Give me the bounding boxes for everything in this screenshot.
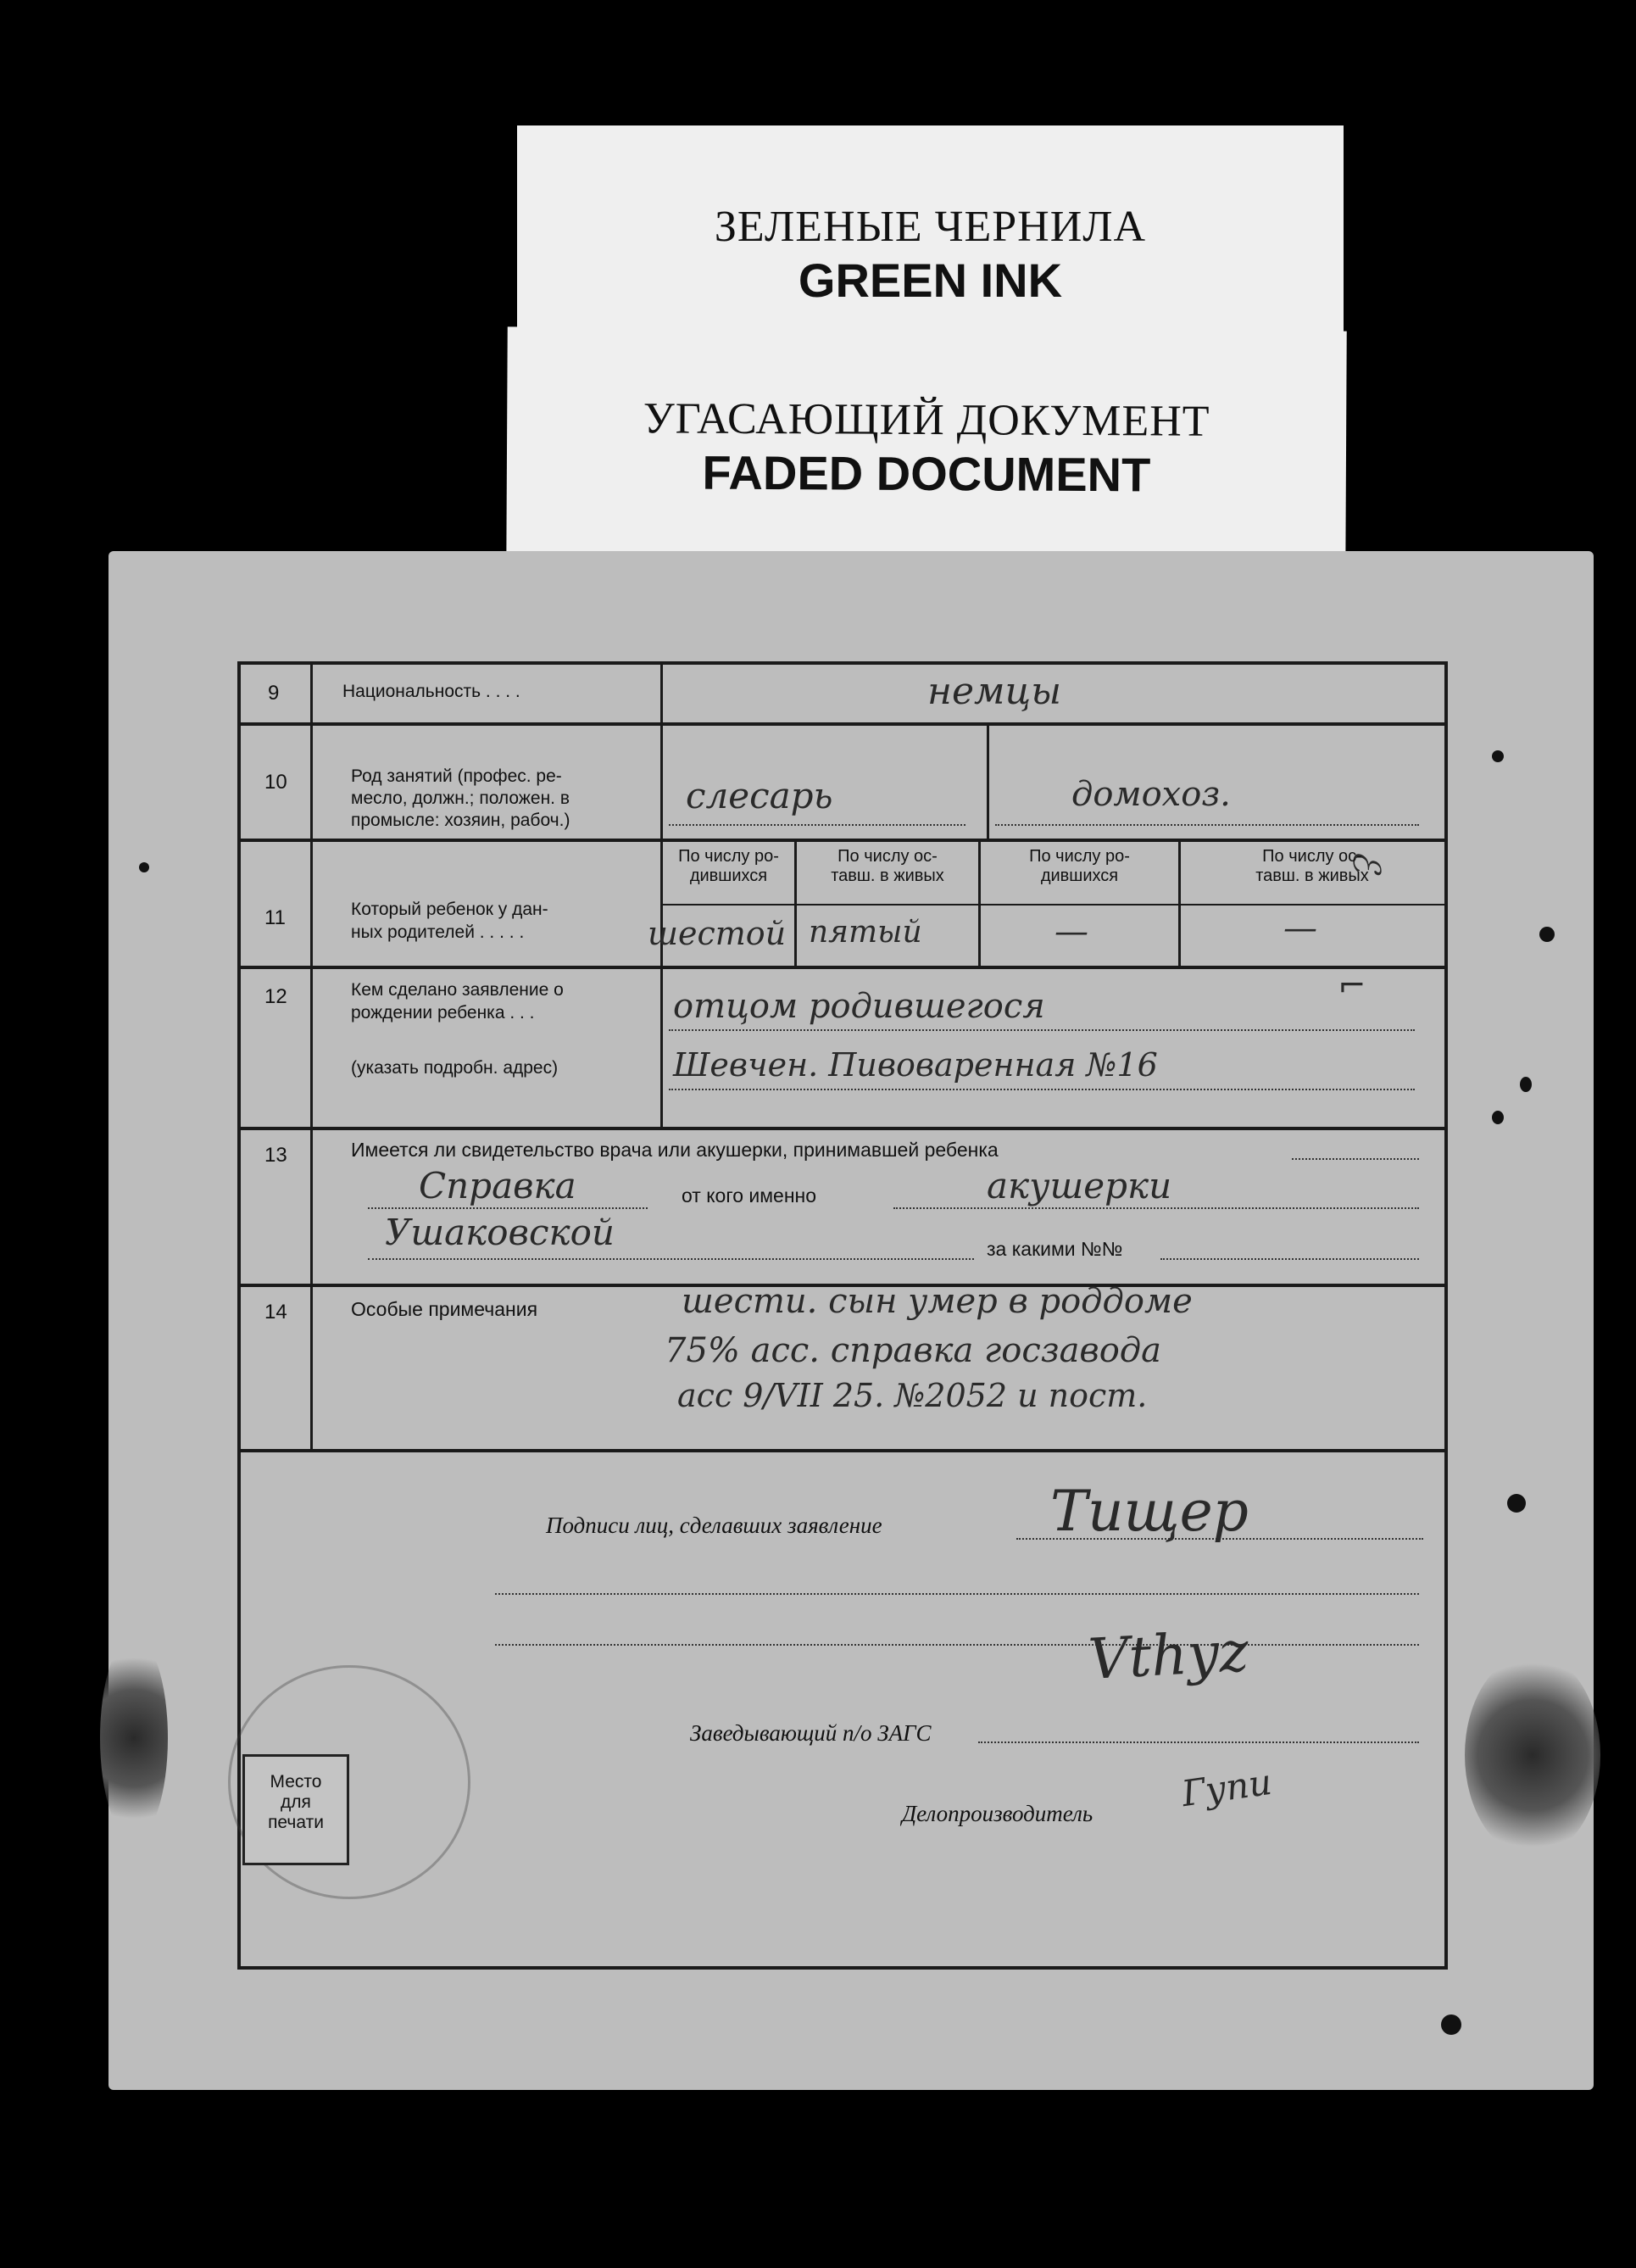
applicants-signature-label: Подписи лиц, сделавших заявление	[546, 1513, 882, 1538]
applicant-label-1: Кем сделано заявление о	[351, 980, 564, 1000]
punch-hole	[1492, 750, 1504, 762]
registrar-signature: Vthyz	[1087, 1619, 1250, 1692]
punch-hole	[1507, 1494, 1526, 1513]
green-ink-label-ru: ЗЕЛЕНЫЕ ЧЕРНИЛА	[714, 203, 1147, 251]
ink-blot	[1465, 1653, 1600, 1857]
green-ink-label-en: GREEN INK	[798, 254, 1063, 307]
row-number: 11	[264, 906, 286, 929]
punch-hole	[1492, 1111, 1504, 1124]
col-alive-mother-header: По числу ос- тавш. в живых	[1255, 847, 1369, 885]
applicant-label-3: (указать подробн. адрес)	[351, 1058, 559, 1078]
nationality-value: немцы	[927, 670, 1062, 713]
applicant-value: отцом родившегося	[673, 987, 1045, 1026]
stamp-label-1: Место	[270, 1772, 322, 1792]
birth-record-sheet	[109, 551, 1594, 2090]
birth-record-form	[237, 661, 1448, 1970]
remarks-line-2: 75% асс. справка госзавода	[665, 1331, 1161, 1370]
faded-document-label	[506, 326, 1347, 578]
certificate-from-whom-label: от кого именно	[682, 1184, 817, 1206]
punch-hole	[1539, 927, 1555, 942]
margin-mark: ℰ	[1344, 850, 1388, 872]
occupation-label-1: Род занятий (профес. ре-	[351, 766, 562, 786]
ink-blot	[100, 1636, 168, 1840]
col-born-mother-header: По числу ро- дившихся	[1029, 847, 1130, 885]
applicant-signature: Тищер	[1050, 1479, 1249, 1544]
clerk-signature: Гупи	[1179, 1760, 1275, 1815]
stamp-label-2: для	[281, 1792, 311, 1812]
registrar-title: Заведывающий п/о ЗАГС	[690, 1720, 932, 1746]
occupation-label-3: промысле: хозяин, рабоч.)	[351, 811, 570, 830]
mother-occupation-value: домохоз.	[1071, 775, 1231, 814]
punch-hole	[139, 862, 149, 872]
remarks-line-3: асс 9/VII 25. №2052 и пост.	[677, 1377, 1148, 1414]
father-occupation-value: слесарь	[686, 775, 833, 816]
certificate-name-value: Ушаковской	[385, 1212, 615, 1253]
certificate-question: Имеется ли свидетельство врача или акушерки, принимавшей ребенка	[351, 1139, 999, 1161]
punch-hole	[1441, 2014, 1461, 2035]
child-order-label-2: ных родителей . . . . .	[351, 922, 525, 942]
row-number: 9	[268, 682, 280, 705]
faded-document-label-en: FADED DOCUMENT	[702, 445, 1151, 502]
remarks-label: Особые примечания	[351, 1298, 538, 1320]
punch-hole	[1520, 1077, 1532, 1092]
row-number: 13	[264, 1144, 287, 1167]
col-born-father-header: По числу ро- дившихся	[678, 847, 779, 885]
applicant-label-2: рождении ребенка . . .	[351, 1003, 535, 1023]
faded-document-label-ru: УГАСАЮЩИЙ ДОКУМЕНТ	[643, 394, 1210, 446]
born-count-value: шестой	[648, 915, 787, 952]
alive-count-value: пятый	[809, 915, 922, 950]
child-order-label-1: Который ребенок у дан-	[351, 900, 548, 919]
remarks-line-1: шести. сын умер в роддоме	[682, 1282, 1193, 1321]
certificate-issuer-value: акушерки	[987, 1165, 1172, 1206]
nationality-label: Национальность . . . .	[342, 682, 520, 701]
row-number: 10	[264, 771, 287, 794]
stamp-label-3: печати	[268, 1813, 324, 1832]
stamp-place-box	[242, 1754, 349, 1865]
row-number: 12	[264, 985, 287, 1008]
occupation-label-2: месло, должн.; положен. в	[351, 789, 570, 808]
certificate-numbers-label: за какими №№	[987, 1238, 1123, 1260]
row-number: 14	[264, 1301, 287, 1323]
applicant-address-value: Шевчен. Пивоваренная №16	[673, 1046, 1158, 1084]
certificate-value: Справка	[419, 1165, 576, 1206]
mother-alive-count-value: —	[1283, 909, 1317, 948]
mother-born-count-value: —	[1054, 912, 1088, 951]
clerk-title: Делопроизводитель	[902, 1801, 1093, 1826]
col-alive-father-header: По числу ос- тавш. в живых	[831, 847, 944, 885]
margin-mark: ⌐	[1338, 967, 1366, 1006]
